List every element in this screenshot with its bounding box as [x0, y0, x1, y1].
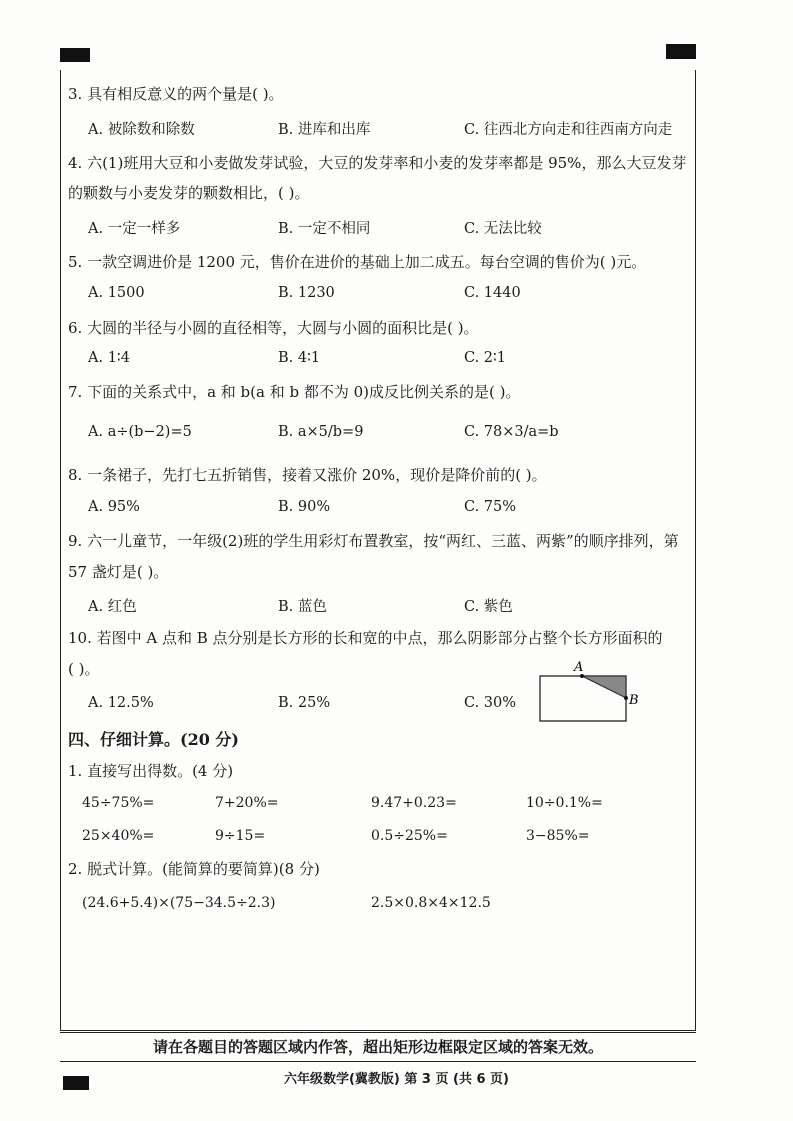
question-3-option-b: B. 进库和出库 — [278, 122, 371, 138]
question-10-option-a: A. 12.5% — [88, 695, 154, 711]
question-5-option-b: B. 1230 — [278, 285, 335, 301]
question-6-option-a: A. 1∶4 — [88, 350, 130, 366]
question-6-option-b: B. 4∶1 — [278, 350, 321, 366]
registration-mark-top-left — [60, 48, 90, 62]
registration-mark-top-right — [666, 44, 696, 59]
question-10-stem: 10. 若图中 A 点和 B 点分别是长方形的长和宽的中点，那么阴影部分占整个长方形面积的 — [68, 629, 663, 647]
question-7-option-a: A. a÷(b−2)=5 — [88, 424, 192, 440]
question-4-option-a: A. 一定一样多 — [88, 221, 181, 237]
question-7-option-b: B. a×5/b=9 — [278, 424, 364, 440]
question-9-stem-line2: 57 盏灯是( )。 — [68, 563, 169, 581]
question-8-stem: 8. 一条裙子，先打七五折销售，接着又涨价 20%，现价是降价前的( )。 — [68, 466, 547, 484]
question-6-option-c: C. 2∶1 — [464, 350, 507, 366]
question-3-option-a: A. 被除数和除数 — [88, 122, 195, 138]
question-9-option-c: C. 紫色 — [464, 599, 513, 615]
oral-calc-item: 0.5÷25%= — [371, 828, 448, 844]
question-7-stem: 7. 下面的关系式中，a 和 b(a 和 b 都不为 0)成反比例关系的是( )。 — [68, 383, 521, 401]
question-3-stem: 3. 具有相反意义的两个量是( )。 — [68, 85, 284, 103]
oral-calc-item: 9.47+0.23= — [371, 795, 457, 811]
figure-label-a: A — [574, 660, 584, 675]
question-3-option-c: C. 往西北方向走和往西南方向走 — [464, 122, 673, 138]
stepwise-calc-item: (24.6+5.4)×(75−34.5÷2.3) — [82, 895, 276, 911]
question-8-option-a: A. 95% — [88, 499, 140, 515]
oral-calc-item: 3−85%= — [526, 828, 590, 844]
question-6-stem: 6. 大圆的半径与小圆的直径相等，大圆与小圆的面积比是( )。 — [68, 319, 479, 337]
question-4-option-b: B. 一定不相同 — [278, 221, 371, 237]
question-5-option-a: A. 1500 — [88, 285, 145, 301]
question-9-stem: 9. 六一儿童节，一年级(2)班的学生用彩灯布置教室，按“两红、三蓝、两紫”的顺序排列，第 — [68, 532, 679, 550]
oral-calc-item: 9÷15= — [215, 828, 266, 844]
question-4-stem-line2: 的颗数与小麦发芽的颗数相比，( )。 — [68, 184, 310, 202]
page-footer: 六年级数学(冀教版) 第 3 页 (共 6 页) — [283, 1072, 509, 1087]
question-8-option-b: B. 90% — [278, 499, 331, 515]
stepwise-calc-item: 2.5×0.8×4×12.5 — [371, 895, 491, 911]
oral-calc-item: 10÷0.1%= — [526, 795, 603, 811]
section-4-q2-title: 2. 脱式计算。(能简算的要简算)(8 分) — [68, 860, 320, 878]
question-8-option-c: C. 75% — [464, 499, 517, 515]
question-7-option-c: C. 78×3/a=b — [464, 424, 559, 440]
question-4-option-c: C. 无法比较 — [464, 221, 542, 237]
oral-calc-item: 25×40%= — [82, 828, 155, 844]
answer-area-notice: 请在各题目的答题区域内作答，超出矩形边框限定区域的答案无效。 — [60, 1032, 696, 1062]
question-9-option-a: A. 红色 — [88, 599, 137, 615]
figure-label-b: B — [629, 693, 639, 708]
oral-calc-item: 45÷75%= — [82, 795, 155, 811]
oral-calc-item: 7+20%= — [215, 795, 279, 811]
question-9-option-b: B. 蓝色 — [278, 599, 327, 615]
section-4-title: 四、仔细计算。(20 分) — [68, 730, 239, 749]
question-5-stem: 5. 一款空调进价是 1200 元，售价在进价的基础上加二成五。每台空调的售价为( )元。 — [68, 253, 647, 271]
rectangle-shaded-figure — [530, 656, 640, 726]
question-5-option-c: C. 1440 — [464, 285, 521, 301]
section-4-q1-title: 1. 直接写出得数。(4 分) — [68, 762, 234, 780]
question-10-option-b: B. 25% — [278, 695, 331, 711]
question-10-stem-line2: ( )。 — [68, 660, 100, 678]
question-10-option-c: C. 30% — [464, 695, 517, 711]
question-4-stem: 4. 六(1)班用大豆和小麦做发芽试验，大豆的发芽率和小麦的发芽率都是 95%，那么大豆发芽 — [68, 154, 687, 172]
